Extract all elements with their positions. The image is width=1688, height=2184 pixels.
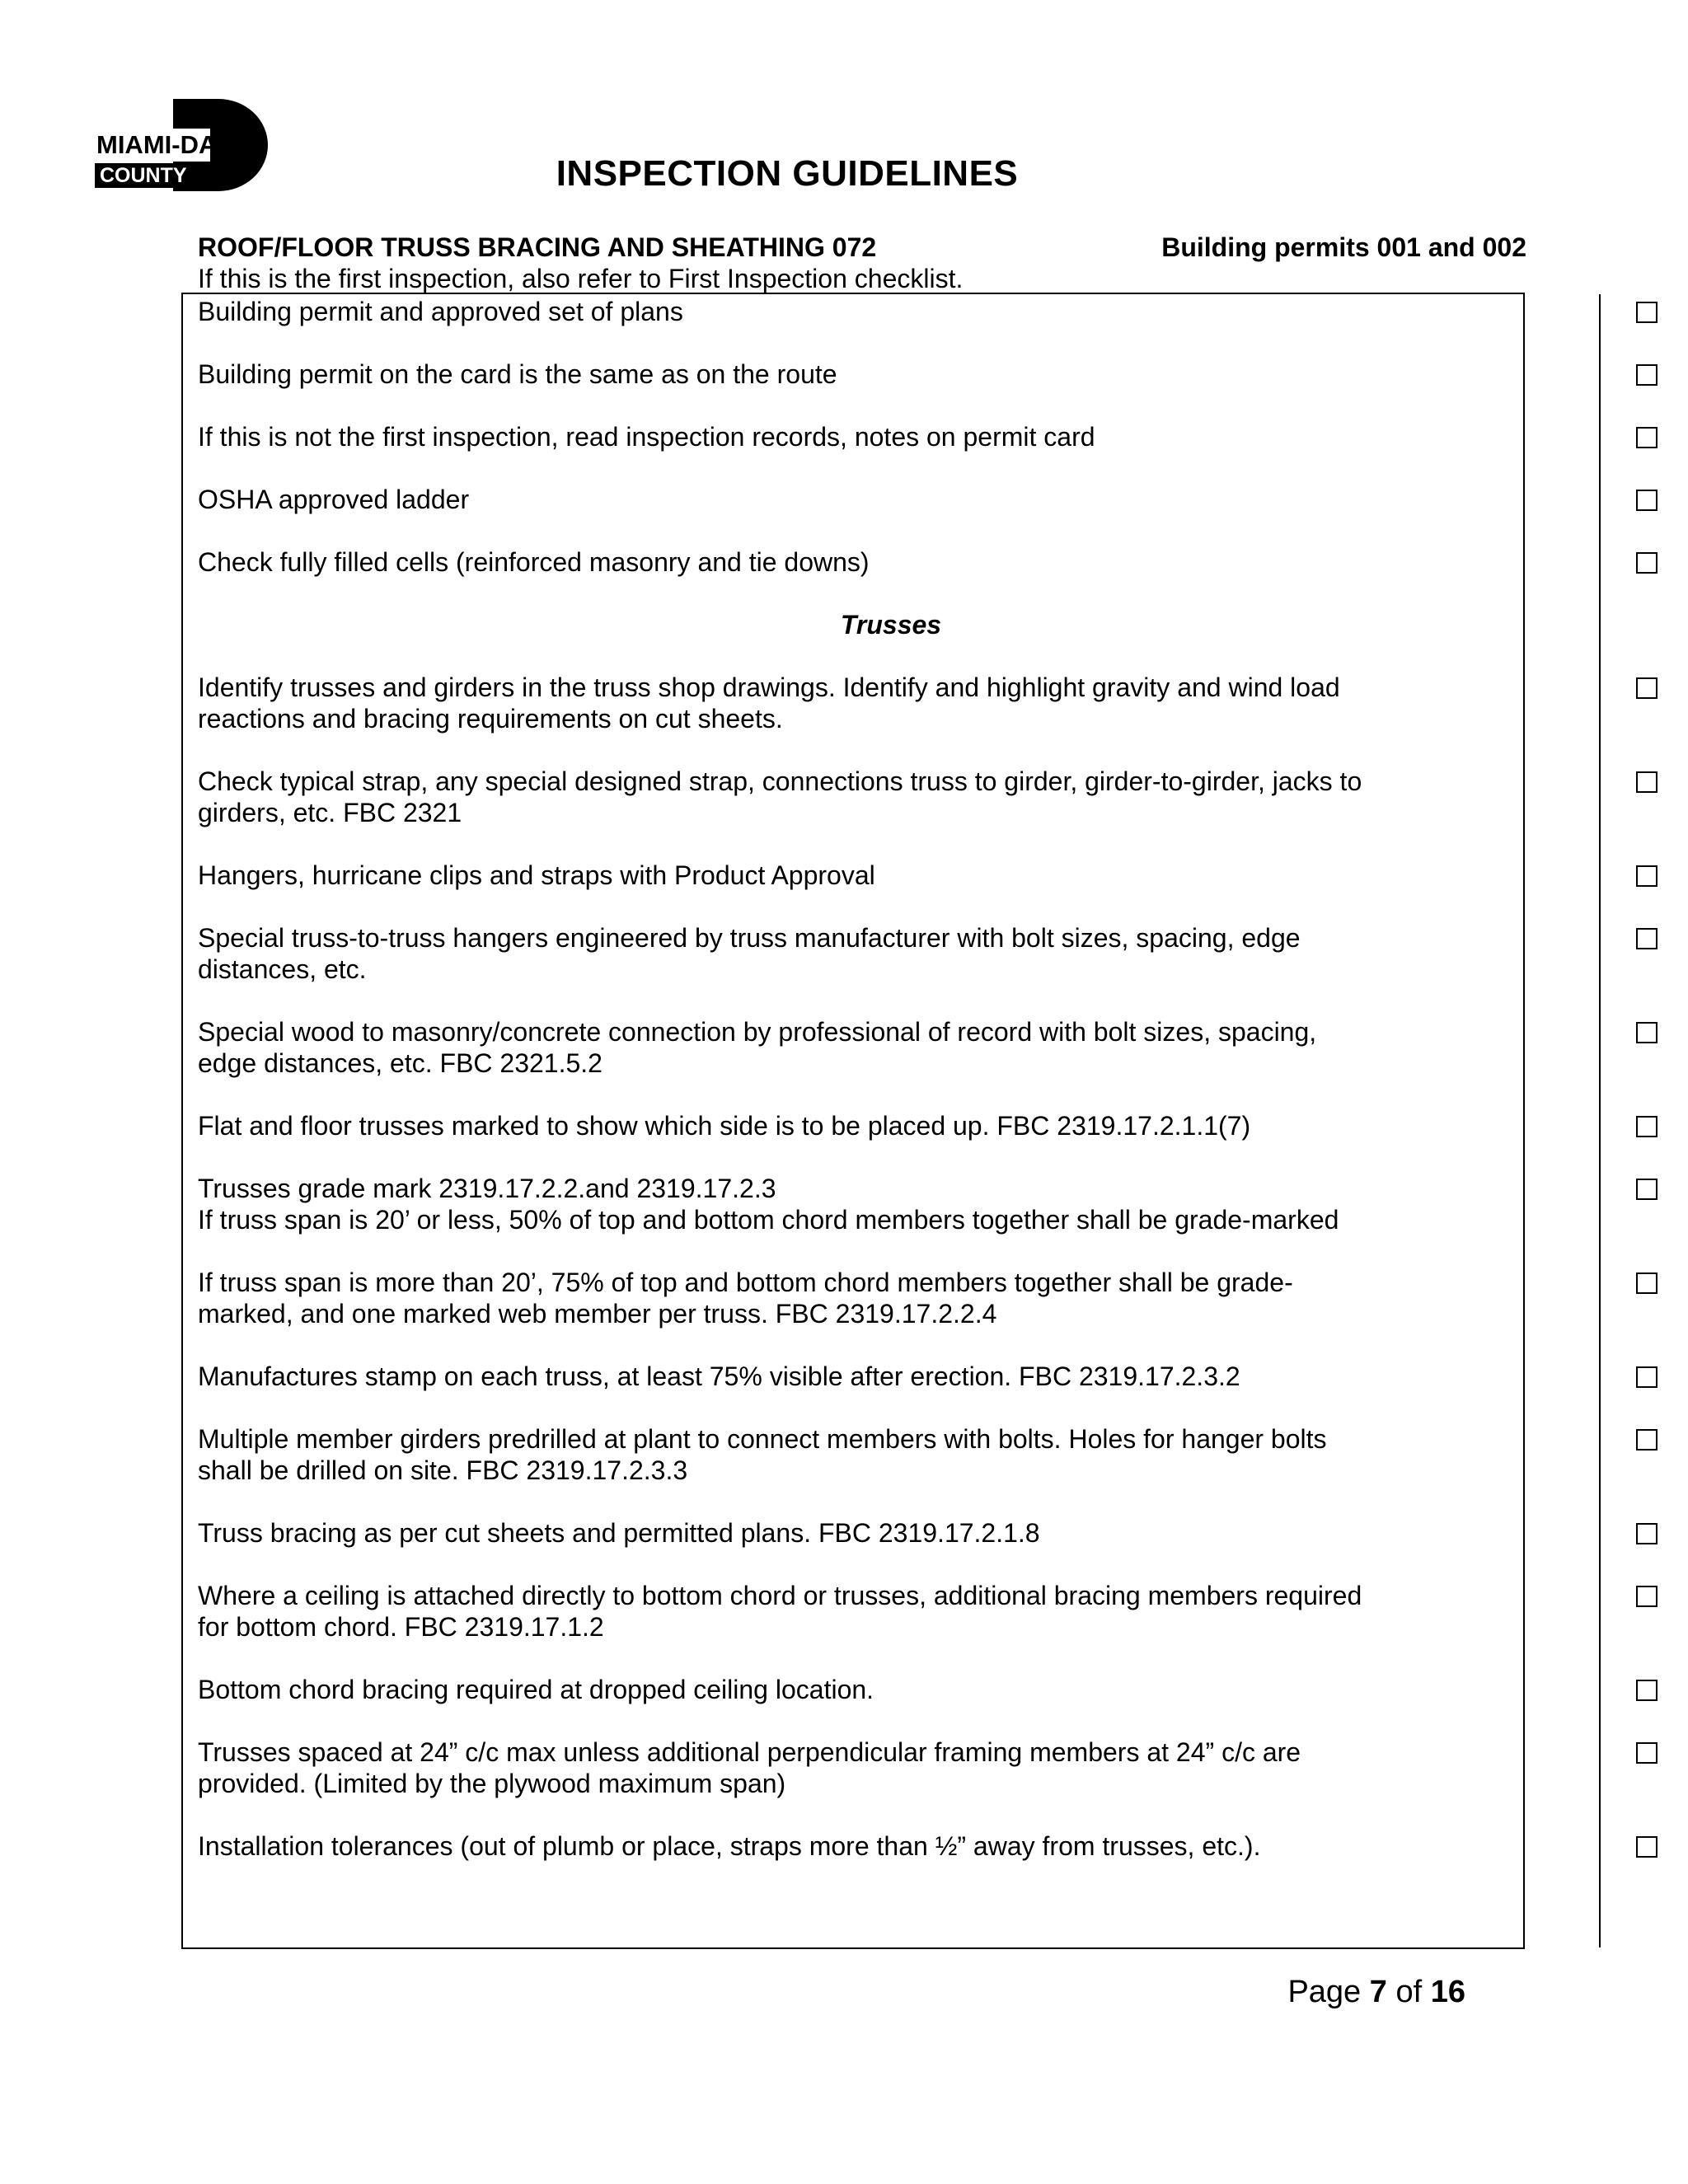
checklist-checkbox[interactable]	[1636, 552, 1658, 574]
checklist-checkbox[interactable]	[1636, 928, 1658, 949]
checklist-checkbox[interactable]	[1636, 302, 1658, 323]
checklist-checkbox[interactable]	[1636, 427, 1658, 448]
page-current: 7	[1369, 1975, 1387, 2009]
checklist-item-text: Special wood to masonry/concrete connection by professional of record with bolt sizes, spacing,	[198, 1017, 1317, 1047]
checklist-item	[198, 1674, 1582, 1705]
checklist-item	[198, 922, 1582, 985]
checklist-checkbox[interactable]	[1636, 490, 1658, 511]
checklist-item-text: If this is not the first inspection, read inspection records, notes on permit card	[198, 422, 1095, 452]
checklist-checkbox[interactable]	[1636, 364, 1658, 386]
checklist-item-text: shall be drilled on site. FBC 2319.17.2.3.3	[198, 1455, 688, 1485]
logo-text-line2: COUNTY	[100, 164, 187, 187]
checklist-checkbox[interactable]	[1636, 1742, 1658, 1764]
checklist-item-text: Check typical strap, any special designed strap, connections truss to girder, girder-to-girder, jacks to	[198, 766, 1362, 796]
checklist-item	[198, 1016, 1582, 1079]
checklist-item	[198, 1361, 1582, 1392]
checklist-item	[198, 1830, 1582, 1862]
checklist-item-text: reactions and bracing requirements on cut sheets.	[198, 704, 783, 733]
checklist-item-text: Check fully filled cells (reinforced masonry and tie downs)	[198, 547, 870, 577]
checklist-item	[198, 1580, 1582, 1643]
checklist-item	[198, 1173, 1582, 1235]
checklist-item-text: OSHA approved ladder	[198, 485, 470, 514]
checklist-checkbox[interactable]	[1636, 1836, 1658, 1858]
checklist-item-text: Hangers, hurricane clips and straps with Product Approval	[198, 860, 875, 890]
checklist-item-text: Installation tolerances (out of plumb or place, straps more than ½” away from trusses, etc.).	[198, 1831, 1261, 1861]
document-title: INSPECTION GUIDELINES	[556, 153, 1019, 194]
checklist-item-text: edge distances, etc. FBC 2321.5.2	[198, 1048, 603, 1078]
checklist-item-text: Special truss-to-truss hangers engineered by truss manufacturer with bolt sizes, spacing, edge	[198, 923, 1301, 953]
page-number	[1287, 1975, 1465, 2010]
checklist-item	[198, 421, 1582, 452]
checklist-item-text: If truss span is more than 20’, 75% of top and bottom chord members together shall be grade-	[198, 1268, 1293, 1297]
checklist-checkbox[interactable]	[1636, 771, 1658, 793]
checklist-item	[198, 546, 1582, 578]
checklist-item-text: Building permit on the card is the same as on the route	[198, 359, 837, 389]
checklist-checkbox[interactable]	[1636, 1429, 1658, 1451]
checklist-checkbox[interactable]	[1636, 1523, 1658, 1544]
checklist-item-text: marked, and one marked web member per truss. FBC 2319.17.2.2.4	[198, 1299, 997, 1329]
checklist-item-text: girders, etc. FBC 2321	[198, 798, 462, 827]
checklist-table	[181, 293, 1525, 1949]
checklist-item	[198, 1423, 1582, 1486]
section-title: ROOF/FLOOR TRUSS BRACING AND SHEATHING 072	[198, 232, 877, 262]
checklist-item-text: provided. (Limited by the plywood maximum span)	[198, 1769, 786, 1798]
checklist-item-text: Truss bracing as per cut sheets and permitted plans. FBC 2319.17.2.1.8	[198, 1518, 1040, 1548]
checklist-checkbox[interactable]	[1636, 677, 1658, 699]
checklist-item	[198, 672, 1582, 734]
page-prefix: Page	[1287, 1975, 1362, 2009]
checklist-item-text: Trusses grade mark 2319.17.2.2.and 2319.17.2.3	[198, 1174, 776, 1203]
checklist-checkbox[interactable]	[1636, 865, 1658, 887]
checklist-item	[198, 1110, 1582, 1141]
checklist-item	[198, 296, 1582, 327]
checklist-item	[198, 484, 1582, 515]
checklist-item-text: Flat and floor trusses marked to show which side is to be placed up. FBC 2319.17.2.1.1(7)	[198, 1111, 1251, 1141]
checklist-item-text: Trusses spaced at 24” c/c max unless additional perpendicular framing members at 24” c/c are	[198, 1737, 1301, 1767]
checklist-item	[198, 766, 1582, 828]
checklist-checkbox[interactable]	[1636, 1179, 1658, 1200]
checklist-item-text: distances, etc.	[198, 954, 367, 984]
checklist-item	[198, 860, 1582, 891]
checklist-item	[198, 1736, 1582, 1799]
checklist-checkbox[interactable]	[1636, 1586, 1658, 1607]
checklist-checkbox[interactable]	[1636, 1116, 1658, 1137]
checklist-item-text: Where a ceiling is attached directly to bottom chord or trusses, additional bracing members required	[198, 1581, 1362, 1610]
page-of: of	[1395, 1975, 1423, 2009]
checklist-item-text: Bottom chord bracing required at dropped ceiling location.	[198, 1675, 874, 1704]
checklist-checkbox[interactable]	[1636, 1680, 1658, 1701]
logo-text-line1: MIAMI-DADE	[96, 130, 253, 159]
checklist-item	[198, 1267, 1582, 1329]
checklist-checkbox[interactable]	[1636, 1022, 1658, 1043]
permits-label: Building permits 001 and 002	[1161, 232, 1526, 262]
checklist-item	[198, 359, 1582, 390]
checklist-item	[198, 1517, 1582, 1549]
checklist-checkbox[interactable]	[1636, 1272, 1658, 1294]
trusses-heading: Trusses	[840, 610, 942, 640]
checklist-item-text: Identify trusses and girders in the truss shop drawings. Identify and highlight gravity and wind load	[198, 673, 1340, 702]
checklist-item-text: Building permit and approved set of plans	[198, 297, 683, 326]
checklist-item-text: for bottom chord. FBC 2319.17.1.2	[198, 1612, 604, 1642]
checkbox-column-divider	[1599, 294, 1601, 1947]
page-total: 16	[1430, 1975, 1465, 2009]
checklist-item-text: Multiple member girders predrilled at plant to connect members with bolts. Holes for hanger bolts	[198, 1424, 1327, 1454]
intro-note: If this is the first inspection, also refer to First Inspection checklist.	[198, 264, 964, 293]
checklist-checkbox[interactable]	[1636, 1366, 1658, 1388]
checklist-item-text: If truss span is 20’ or less, 50% of top and bottom chord members together shall be grade-marked	[198, 1205, 1339, 1235]
checklist-item-text: Manufactures stamp on each truss, at least 75% visible after erection. FBC 2319.17.2.3.2	[198, 1361, 1240, 1391]
